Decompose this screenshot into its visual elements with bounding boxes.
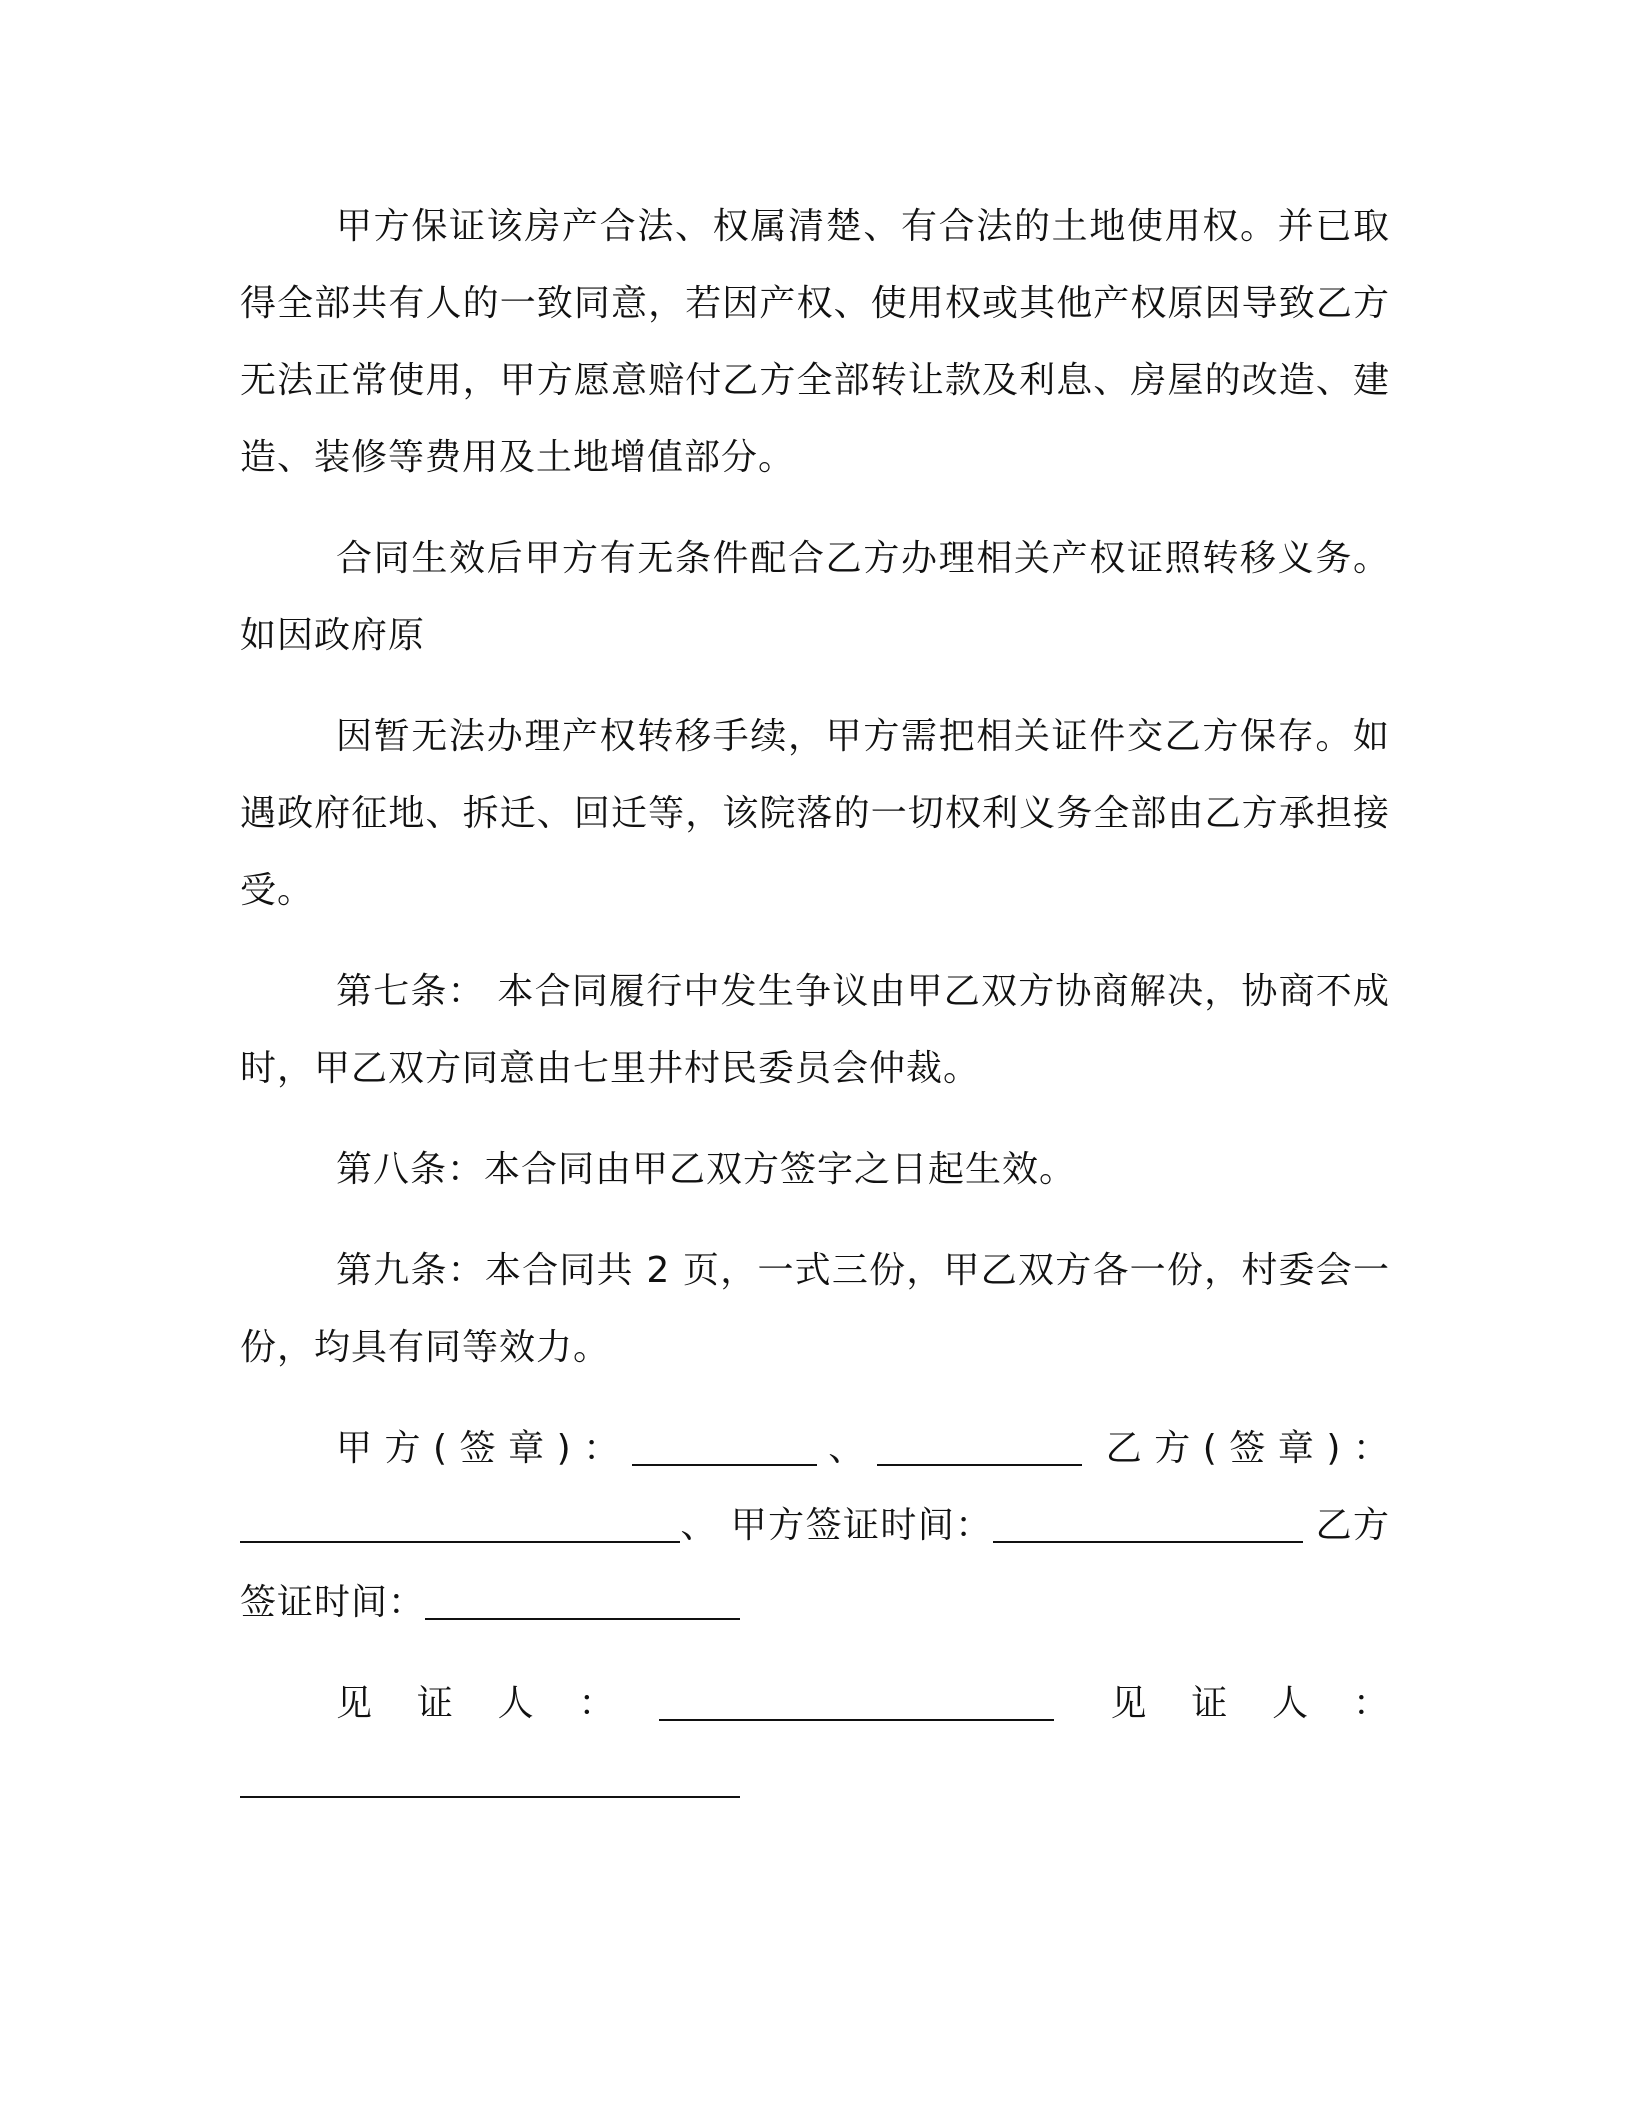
party-b-signature-label: 乙方(签章)： [1081,1428,1390,1469]
witness-1-label: 见证人： [336,1683,660,1724]
paragraph-article-8: 第八条：本合同由甲乙双方签字之日起生效。 [336,1149,1077,1190]
paragraph-certificate-custody: 因暂无法办理产权转移手续，甲方需把相关证件交乙方保存。如遇政府征地、拆迁、回迁等，该院落的一切权利义务全部由乙方承担接受。 [240,716,1390,911]
witness-2-blank[interactable] [240,1756,740,1798]
party-b-signature-blank[interactable] [240,1501,680,1543]
party-a-signature-blank-2[interactable] [877,1424,1082,1466]
party-a-signature-blank-1[interactable] [632,1424,817,1466]
paragraph-property-guarantee: 甲方保证该房产合法、权属清楚、有合法的土地使用权。并已取得全部共有人的一致同意，若因产权、使用权或其他产权原因导致乙方无法正常使用，甲方愿意赔付乙方全部转让款及利息、房屋的改造、建造、装修等费用及土地增值部分。 [240,206,1390,478]
signature-block [240,1410,1390,1641]
witness-2-label: 见证人： [1054,1683,1390,1724]
party-a-signature-label: 甲方(签章)： [336,1428,632,1469]
paragraph-article-9: 第九条：本合同共 2 页，一式三份，甲乙双方各一份，村委会一份，均具有同等效力。 [240,1250,1390,1368]
paragraph-transfer-obligation: 合同生效后甲方有无条件配合乙方办理相关产权证照转移义务。如因政府原 [240,538,1390,656]
party-a-date-label: 、 甲方签证时间： [680,1505,993,1546]
document-body [240,188,1390,1843]
paragraph-article-7: 第七条： 本合同履行中发生争议由甲乙双方协商解决，协商不成时，甲乙双方同意由七里井村民委员会仲裁。 [240,971,1390,1089]
party-a-date-blank[interactable] [993,1501,1303,1543]
party-b-date-label: 乙方签证时间： [240,1505,1390,1623]
signature-separator: 、 [816,1428,877,1469]
party-b-date-blank[interactable] [425,1578,740,1620]
witness-block [240,1665,1390,1819]
witness-1-blank[interactable] [659,1679,1054,1721]
